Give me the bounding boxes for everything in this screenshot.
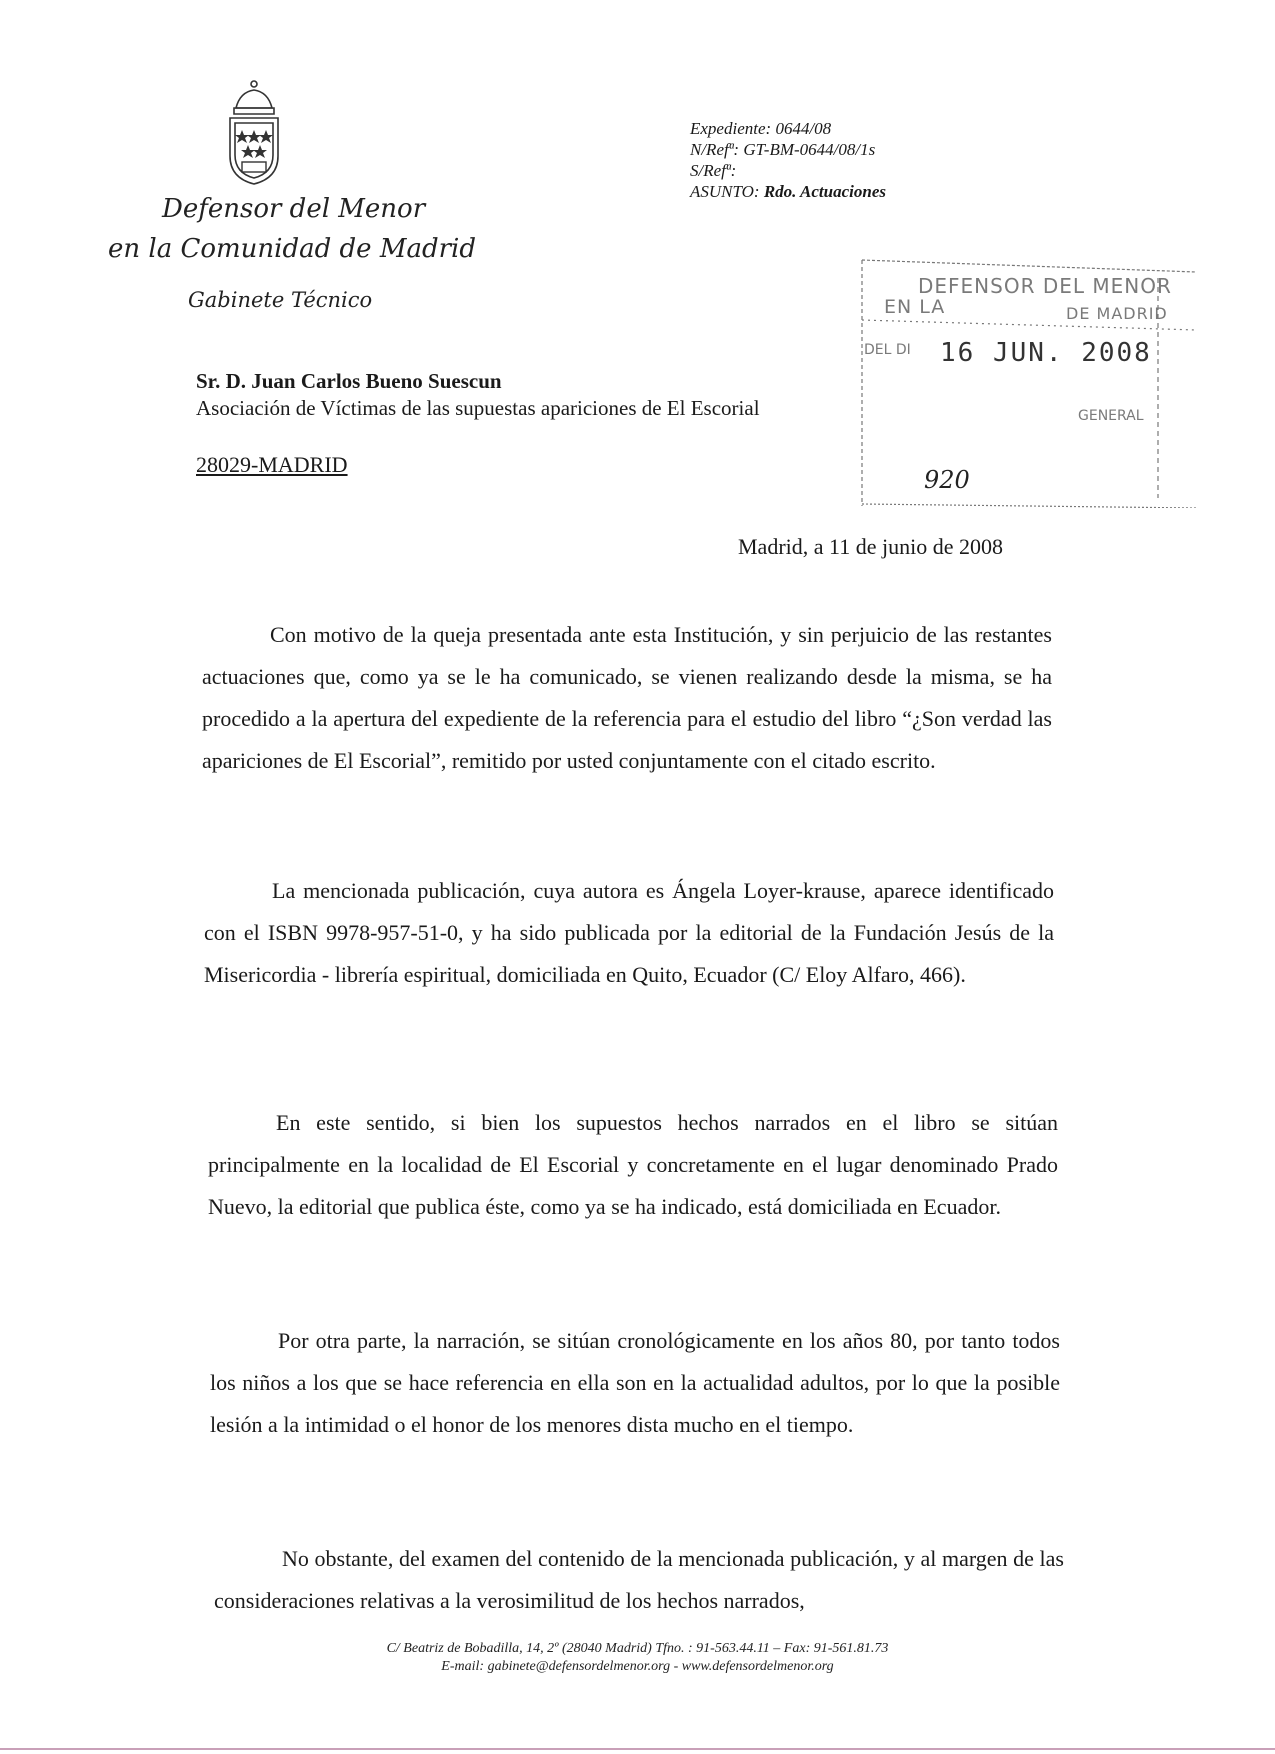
footer-address: C/ Beatriz de Bobadilla, 14, 2º (28040 Madrid) Tfno. : 91-563.44.11 – Fax: 91-561.81.73 [386, 1641, 889, 1656]
department-name: Gabinete Técnico [188, 288, 373, 312]
expediente-line [690, 118, 886, 139]
stamp-line2: EN LA [884, 296, 946, 318]
recipient-block [196, 368, 760, 422]
body-paragraph: La mencionada publicación, cuya autora es Ángela Loyer-krause, aparece identificado con el ISBN 9978-957-51-0, y ha sido publicada por la editorial de la Fundación Jesús de la Misericordia - librería espiritual, domiciliada en Quito, Ecuador (C/ Eloy Alfaro, 466). [204, 878, 1054, 987]
recipient-organization: Asociación de Víctimas de las supuestas apariciones de El Escorial [196, 396, 760, 420]
stamp-line3: DE MADRID [1066, 304, 1168, 323]
nref-label: N/Refª: [690, 140, 740, 159]
stamp-number: 920 [924, 466, 970, 494]
footer-contact: E-mail: gabinete@defensordelmenor.org - www.defensordelmenor.org [441, 1659, 834, 1674]
body-paragraph: No obstante, del examen del contenido de la mencionada publicación, y al margen de las consideraciones relativas a la verosimilitud de los hechos narrados, [214, 1546, 1064, 1613]
org-name-line2: en la Comunidad de Madrid [108, 234, 476, 264]
recipient-name: Sr. D. Juan Carlos Bueno Suescun [196, 369, 502, 393]
sref-line [690, 160, 886, 181]
expediente-value: 0644/08 [775, 119, 832, 138]
stamp-prefix: DEL DI [864, 342, 911, 358]
nref-line [690, 139, 886, 160]
coat-of-arms-icon [222, 78, 286, 188]
expediente-label: Expediente: [690, 119, 772, 138]
body-paragraph: Por otra parte, la narración, se sitúan cronológicamente en los años 80, por tanto todos los niños a los que se hace referencia en ella son en la actualidad adultos, por lo que la posible lesión a la intimidad o el honor de los menores dista mucho en el tiempo. [210, 1328, 1060, 1437]
body-paragraph: Con motivo de la queja presentada ante esta Institución, y sin perjuicio de las restantes actuaciones que, como ya se le ha comunicado, se vienen realizando desde la misma, se ha procedido a la apertura del expediente de la referencia para el estudio del libro “¿Son verdad las apariciones de El Escorial”, remitido por usted conjuntamente con el citado escrito. [202, 622, 1052, 773]
org-name-line1: Defensor del Menor [162, 194, 426, 224]
letter-date: Madrid, a 11 de junio de 2008 [738, 534, 1003, 559]
reference-block [690, 118, 886, 202]
stamp-date: 16 JUN. 2008 [940, 338, 1152, 368]
asunto-value: Rdo. Actuaciones [763, 182, 886, 201]
bottom-rule [0, 1748, 1275, 1750]
body-paragraph: En este sentido, si bien los supuestos hechos narrados en el libro se sitúan principalmente en la localidad de El Escorial y concretamente en el lugar denominado Prado Nuevo, la editorial que publica éste, como ya se ha indicado, está domiciliada en Ecuador. [208, 1110, 1058, 1219]
stamp-line5: GENERAL [1078, 408, 1144, 424]
registry-stamp [858, 258, 1198, 508]
stamp-line1: DEFENSOR DEL MENOR [918, 274, 1172, 298]
asunto-line [690, 181, 886, 202]
recipient-postal: 28029-MADRID [196, 452, 348, 477]
asunto-label: ASUNTO: [690, 182, 760, 201]
nref-value: GT-BM-0644/08/1s [743, 140, 876, 159]
sref-label: S/Refª: [690, 161, 737, 180]
footer [0, 1640, 1275, 1676]
